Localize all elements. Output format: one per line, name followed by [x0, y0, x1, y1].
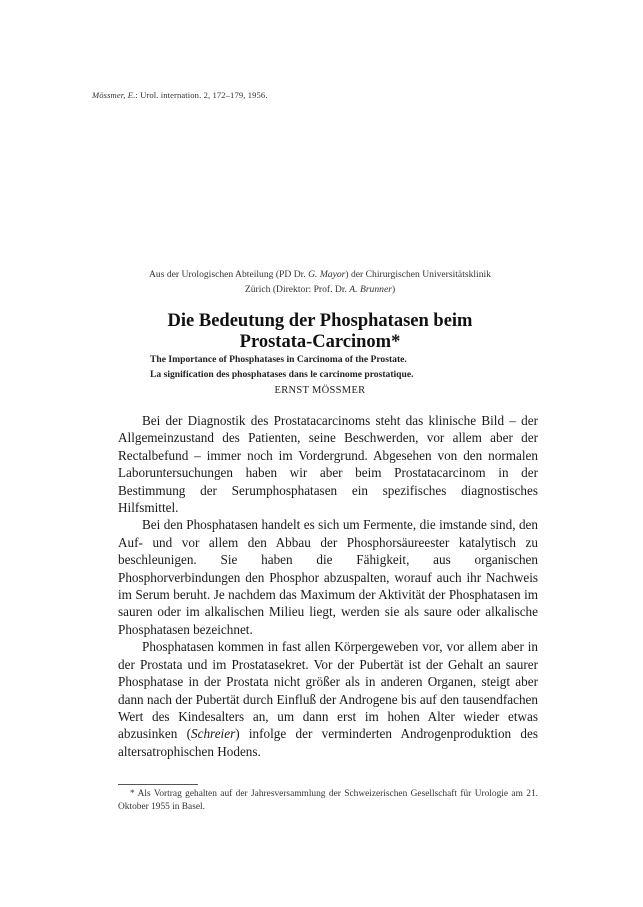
affiliation-line-2 — [80, 282, 560, 297]
translated-titles — [150, 352, 450, 382]
affiliation-line-1 — [80, 267, 560, 282]
affiliation-text: ) — [391, 284, 396, 295]
title-line-2: Prostata-Carcinom* — [239, 332, 401, 352]
citation-source: : Urol. internation. 2, 172–179, 1956. — [135, 90, 268, 100]
paragraph-3-text: ) infolge der verminderten Androgenproduktion des altersatrophischen Hodens. — [118, 726, 538, 759]
affiliation-director-name: A. Brunner — [349, 284, 392, 295]
footnote: * Als Vortrag gehalten auf der Jahresversammlung der Schweizerischen Gesellschaft für Urologie am 21. Oktober 1955 in Basel. — [118, 789, 538, 812]
paragraph-3 — [118, 638, 538, 760]
title-line-1: Die Bedeutung der Phosphatasen beim — [167, 311, 473, 331]
paragraph-1: Bei der Diagnostik des Prostatacarcinoms steht das klinische Bild – der Allgemeinzustand des Patienten, seine Beschwerden, vor allem aber der Rectalbefund – immer noch im Vordergrund. Abgesehen von den normalen Laboruntersuchungen haben wir aber beim Prostatacarcinom in der Bestimmung der Serumphosphatasen ein spezifisches diagnostisches Hilfsmittel. — [118, 413, 538, 516]
body-text — [118, 412, 538, 760]
author-name: ERNST MÖSSMER — [274, 385, 366, 396]
citation-author: Mössmer, E. — [92, 90, 136, 100]
cited-author: Schreier — [191, 726, 236, 742]
affiliation-text: Zürich (Direktor: Prof. Dr. — [244, 284, 350, 295]
affiliation-text: Aus der Urologischen Abteilung (PD Dr. — [149, 269, 309, 280]
citation-header — [92, 90, 268, 100]
paper-title — [80, 311, 560, 353]
affiliation-head-name: G. Mayor — [308, 269, 346, 280]
subtitle-french: La signification des phosphatases dans le carcinome prostatique. — [150, 369, 414, 380]
paragraph-3-text: Phosphatasen kommen in fast allen Körpergeweben vor, vor allem aber in der Prostata und im Prostatasekret. Vor der Pubertät ist der Gehalt an saurer Phosphatase in der Prostata nicht größer als in anderen Organen, steigt aber dann nach der Pubertät durch Einfluß der Androgene bis auf den tausendfachen Wert des Kindesalters an, um dann erst im hohen Alter wieder etwas abzusinken ( — [118, 639, 538, 742]
affiliation — [80, 267, 560, 297]
affiliation-text: ) der Chirurgischen Universitätsklinik — [345, 269, 491, 280]
footnote-divider — [118, 784, 198, 785]
paragraph-2: Bei den Phosphatasen handelt es sich um Fermente, die imstande sind, den Auf- und vor allem den Abbau der Phosphorsäureester katalytisch zu beschleunigen. Sie haben die Fähigkeit, aus organischen Phosphorverbindungen den Phosphor abzuspalten, worauf auch ihr Nachweis im Serum beruht. Je nachdem das Maximum der Aktivität der Phosphatasen im sauren oder im alkalischen Milieu liegt, werden sie als saure oder alkalische Phosphatasen bezeichnet. — [118, 517, 538, 637]
subtitle-english: The Importance of Phosphatases in Carcinoma of the Prostate. — [150, 354, 407, 365]
